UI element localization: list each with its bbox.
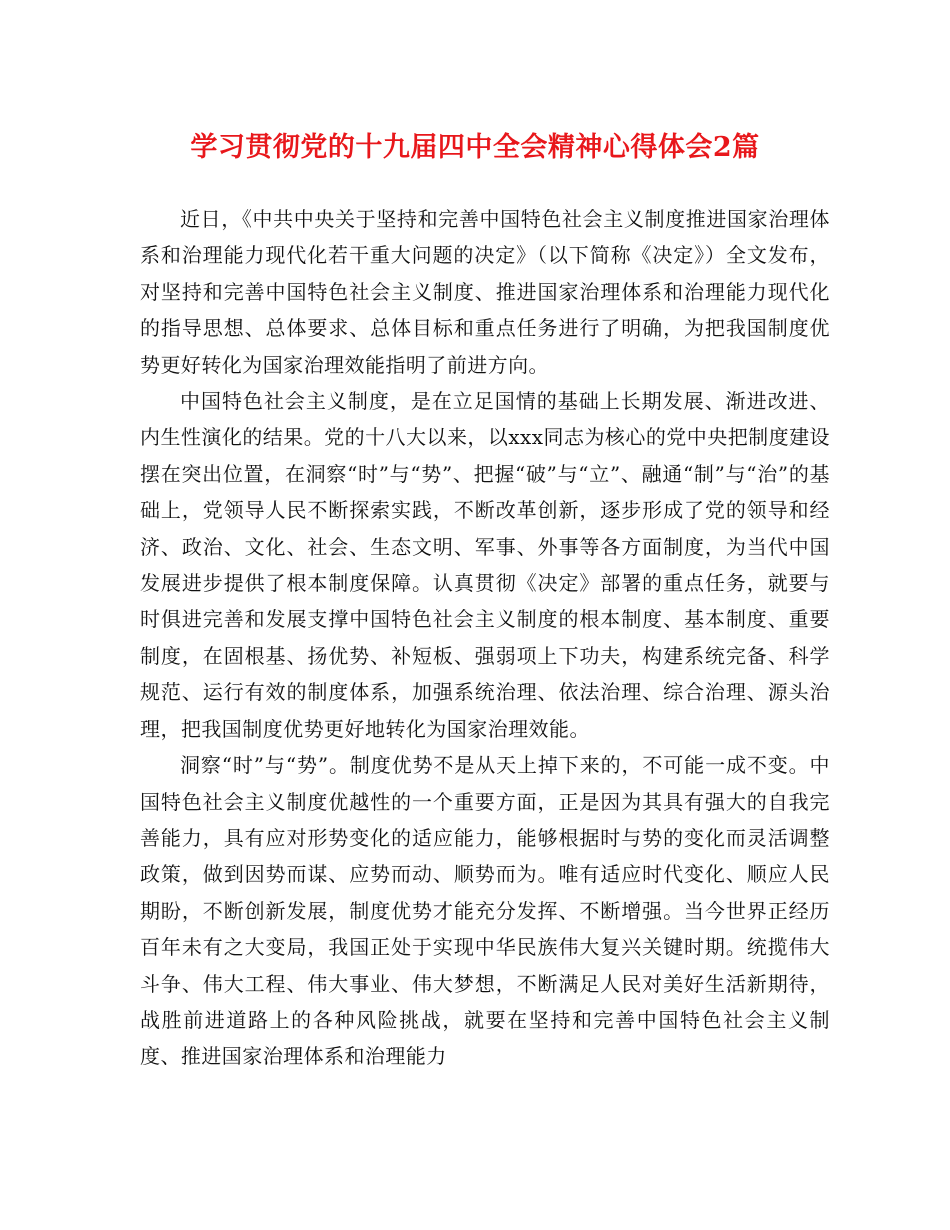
body-paragraph: 中国特色社会主义制度，是在立足国情的基础上长期发展、渐进改进、内生性演化的结果。党的十八大以来，以xxx同志为核心的党中央把制度建设摆在突出位置，在洞察“时”与“势”、把握“破”与“立”、融通“制”与“治”的基础上，党领导人民不断探索实践，不断改革创新，逐步形成了党的领导和经济、政治、文化、社会、生态文明、军事、外事等各方面制度，为当代中国发展进步提供了根本制度保障。认真贯彻《决定》部署的重点任务，就要与时俱进完善和发展支撑中国特色社会主义制度的根本制度、基本制度、重要制度，在固根基、扬优势、补短板、强弱项上下功夫，构建系统完备、科学规范、运行有效的制度体系，加强系统治理、依法治理、综合治理、源头治理，把我国制度优势更好地转化为国家治理效能。 xyxy=(140,389,830,741)
body-paragraph: 近日，《中共中央关于坚持和完善中国特色社会主义制度推进国家治理体系和治理能力现代化若干重大问题的决定》（以下简称《决定》）全文发布，对坚持和完善中国特色社会主义制度、推进国家治理体系和治理能力现代化的指导思想、总体要求、总体目标和重点任务进行了明确，为把我国制度优势更好转化为国家治理效能指明了前进方向。 xyxy=(140,207,830,377)
document-body xyxy=(140,201,830,1075)
document-title: 学习贯彻党的十九届四中全会精神心得体会2篇 xyxy=(190,132,760,163)
body-paragraph: 洞察“时”与“势”。制度优势不是从天上掉下来的，不可能一成不变。中国特色社会主义制度优越性的一个重要方面，正是因为其具有强大的自我完善能力，具有应对形势变化的适应能力，能够根据时与势的变化而灵活调整政策，做到因势而谋、应势而动、顺势而为。唯有适应时代变化、顺应人民期盼，不断创新发展，制度优势才能充分发挥、不断增强。当今世界正经历百年未有之大变局，我国正处于实现中华民族伟大复兴关键时期。统揽伟大斗争、伟大工程、伟大事业、伟大梦想，不断满足人民对美好生活新期待，战胜前进道路上的各种风险挑战，就要在坚持和完善中国特色社会主义制度、推进国家治理体系和治理能力 xyxy=(140,753,830,1069)
